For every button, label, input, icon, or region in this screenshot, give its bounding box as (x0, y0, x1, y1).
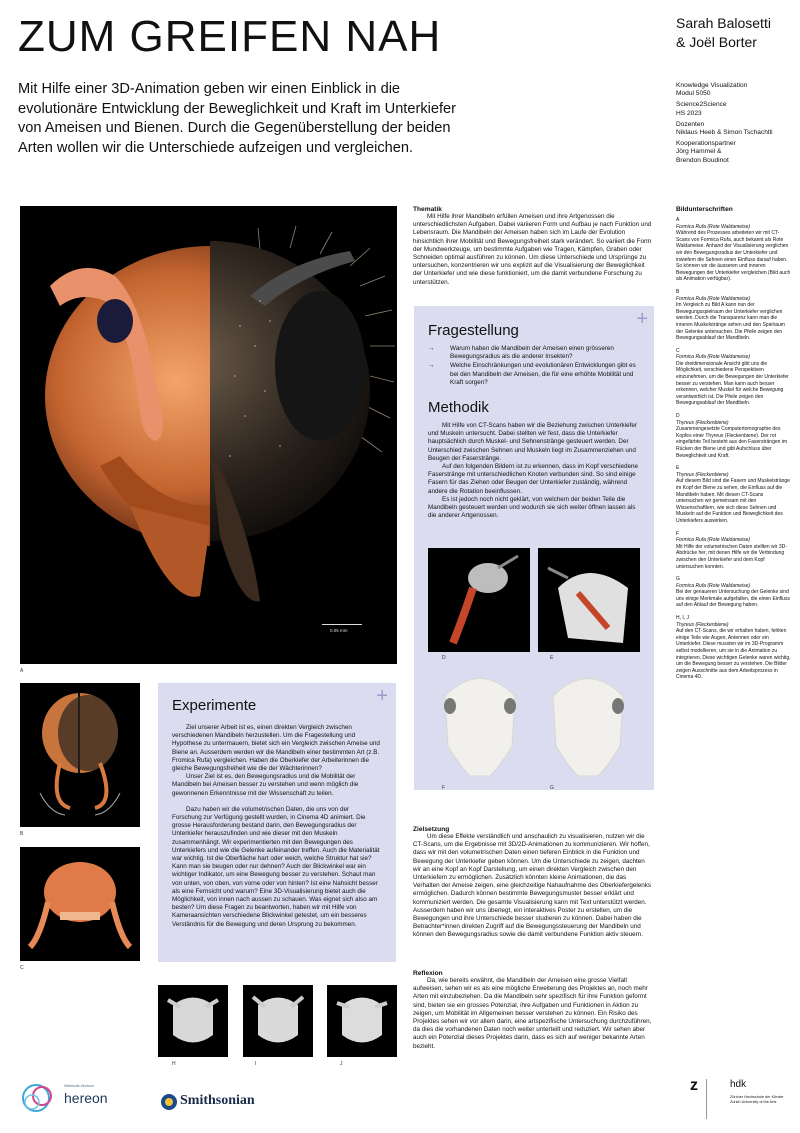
image-letter-d: D (442, 655, 446, 661)
image-b (20, 683, 140, 827)
reflexion-text: Da, wie bereits erwähnt, die Mandibeln der Ameisen eine grosse Vielfalt aufweisen, sehen wir es als eine mögliche Erweiterung des Projektes an, noch mehr Arten mit einzubeziehen. Da die Mandibeln sehr spezifisch für ihre Funktion geformt sind, bieten sie ein grosses Potenzial, ihre Aufgaben und Funktionen in Aktion zu zeigen, um Mobilität im Allgemeinen besser verstehen zu können. Ein Risiko des Projektes sehen wir vor allem darin, eine artspezifische Untersuchung durchzuführen, da dies die vorhandenen Daten noch weiter unterteilt und reduziert. Wir sehen aber auch ein Potenzial dieses Projektes darin, dass es sich auf weniger bekannte Arten bezieht. (413, 977, 652, 1050)
image-letter-e: E (550, 655, 554, 661)
hero-ant-bee-image (20, 206, 397, 664)
image-e (538, 548, 640, 652)
caption-species: Formica Rufa (Rote Waldameise) (676, 223, 751, 230)
caption-species: Formica Rufa (Rote Waldameise) (676, 582, 751, 589)
fragestellung-box (414, 306, 654, 790)
image-letter-b: B (20, 831, 24, 837)
caption-letter: B (676, 288, 680, 295)
bee-model-h-illustration (158, 985, 228, 1057)
caption-letter: D (676, 413, 680, 420)
caption-text: Während des Prozesses arbeiteten wir mit CT-Scans von Formica Rufa, auch bekannt als Rote Waldameise. Anhand der Visualisierung verglichen wir den Bewegungsradius der Unterkiefer und inwiefern die Sehnen einen Einfluss darauf haben. So können wir die äusseren und inneren Bewegungen der Unterkiefer vergleichen (Bild auch als Animation verfügbar). (676, 230, 791, 283)
caption-text: Auf den CT-Scans, die wir erhalten haben, fehlten einige Teile wie Augen, Antennen oder ein Unterkiefer. Diese mussten wir im 3D-Programm selbst modellieren, um sie in die Animation zu integrieren. Diese wichtigen Gelenke waren wichtig, um die Bewegung besser zu verstehen. Die Bilder zeigen Ausschnitte aus dem Arbeitsprozess in Cinema 4D. (676, 628, 791, 681)
caption-entry (676, 413, 791, 459)
caption-entry (676, 465, 791, 524)
ant-3d-print-g-illustration (538, 666, 638, 784)
meta-dozenten-label: Dozenten (676, 120, 705, 128)
thematik-text: Mit Hilfe ihrer Mandibeln erfüllen Ameisen und ihre Artgenossen die unterschiedlichsten Aufgaben. Dabei variieren Form und Aufbau je nach Funktion und Lebensraum. Die Mandibeln der Ameisen haben sich im Laufe der Evolution hinsichtlich ihrer Mobilität und Bewegungsfreiheit stark verändert. So variiert die Form der Mundwerkzeuge, um bestimmte Aufgaben wie Tragen, Kämpfen, Graben oder Schneiden optimal ausführen zu können. Um diese Unterschiede und Ursprünge zu untersuchen, konzentrieren wir uns explizit auf die Visualisierung der Beweglichkeit der Unterkiefer und wie diese funktioniert, um die damit verbundene Forschung zu unterstützen. (413, 213, 652, 286)
caption-species: Formica Rufa (Rote Waldameise) (676, 295, 751, 302)
experimente-p1: Ziel unserer Arbeit ist es, einen direkten Vergleich zwischen verschiedenen Mandibeln herzustellen. Um die Fragestellung und Hypothese zu untermauern, bietet sich ein Vergleich zwischen Ameise und Biene an. Ausserdem werden wir die Mandibeln einer bestimmten Art (z.B. Fromica Rufa) vergleichen. Haben die Oberkiefer der Arbeiterinnen die gleiche Bewegungsfreiheit wie die der Wächterinnen? (172, 724, 380, 773)
caption-text: Auf diesem Bild sind die Fasern und Muskelstränge im Kopf der Biene zu sehen, die Einfluss auf die Mandibeln haben. Mit diesen CT-Scans untersuchen wir gemeinsam mit den Wissenschaftlern, wie sich diese Sehnen und Muskeln auf die Funktion und Beweglichkeit des Unterkiefers auswirken. (676, 478, 790, 524)
caption-letter: H, I, J (676, 615, 690, 622)
meta-semester: HS 2023 (676, 109, 702, 117)
smithsonian-sun-icon (160, 1093, 178, 1111)
plus-icon: + (376, 685, 388, 707)
meta-partner-1: Jörg Hammel & (676, 148, 722, 156)
experimente-box (158, 683, 396, 962)
meta-dozenten: Niklaus Heeb & Simon Tschachtli (676, 129, 773, 137)
hereon-small-label: Helmholtz-Zentrum (64, 1084, 94, 1088)
bee-model-i-illustration (243, 985, 313, 1057)
image-d (428, 548, 530, 652)
zielsetzung-text: Um diese Effekte verständlich und anschaulich zu visualisieren, nutzen wir die CT-Scans, um die Ergebnisse mit 3D/2D-Animationen zu kommunizieren. Wir hoffen, dass wir mit den volumetrischen Daten einen tieferen Einblick in die Funktion und Bewegung der Unterkiefer geben können. Um die Unterschiede zu zeigen, dachten wir an eine Kopf an Kopf Darstellung, um einen direkten Vergleich zwischen den Unterkiefern zu ermöglichen. Zusätzlich könnten kleine Animationen, die das Verhalten der Ameise zeigen, eine gleichzeitige Nahaufnahme des Oberkiefergelenks ermöglichen. Dadurch können bestimmte Bewegungsmuster besser erklärt und kommuniziert werden. Die gesamte Visualisierung kann mit Text unterstützt werden. Ausserdem haben wir uns überlegt, ein interaktives Poster zu erstellen, um die Bewegungen und ihre Unterschiede besser studieren zu können. Dabei haben die Betrachter*innen direkten Zugriff auf die Bewegungssteuerung der Mandibeln und können den Bewegungsradius sowie die damit verbundene Funktion aktiv steuern. (413, 833, 652, 939)
methodik-p2: Auf den folgenden Bildern ist zu erkennen, dass im Kopf verschiedene Faserstränge mit unterschiedlichen Knoten verbunden sind. So sind einige Fasern für das Ziehen oder Beugen der Unterkiefer zuständig, während andere die Rotation beeinflussen. (428, 463, 639, 495)
caption-entry (676, 531, 791, 571)
image-letter-c: C (20, 965, 24, 971)
caption-letter: G (676, 576, 680, 583)
zhdk-logo (690, 1075, 800, 1125)
hereon-logo (20, 1080, 130, 1116)
methodik-p3: Es ist jedoch noch nicht geklärt, von welchem der beiden Teile die Mandibeln gesteuert werden und wodurch sie sich weiter öffnen lassen als die anderer Artgenossen. (428, 495, 636, 520)
bildunterschriften-heading: Bildunterschriften (676, 206, 733, 213)
caption-species: Thyreus (Fleckenbiene) (676, 471, 729, 478)
image-j (327, 985, 397, 1057)
methodik-p1: Mit Hilfe von CT-Scans haben wir die Beziehung zwischen Unterkiefer und Muskeln untersucht. Dabei stellten wir fest, dass die Unterkiefer hauptsächlich durch Muskel- und Sehnenstränge gesteuert werden. Der Unterschied zwischen Sehnen und Muskeln liegt im Zusammenziehen und Beugen der Faserstränge. (428, 422, 637, 462)
image-i (243, 985, 313, 1057)
zhdk-sub: Zürcher Hochschule der Künste Zurich University of the Arts (730, 1095, 784, 1104)
experimente-p3: Dazu haben wir die volumetrischen Daten, die uns von der Forschung zur Verfügung gestellt wurden, in Cinema 4D animiert. Die grosse Herausforderung bestand darin, den Bewegungsradius der Unterkiefer herauszufinden und wie dieser mit den Muskeln zusammenhängt. Wir experimentierten mit den Bewegungen des Unterkiefers und wie die Gelenke aufeinander treffen. Auch die Materialität war wichtig. Ist die Oberfläche hart oder weich, welche Struktur hat sie? Kann man sie beugen oder nur dehnen? Auch der Blickwinkel war ein wichtiger Indikator, um eine Bewegung besser zu verstehen. Schaut man von unten, von oben, von vorne oder von hinten? Ist eine Nahsicht besser als eine Fernsicht und warum? Eine 3D-Visualisierung bietet auch die Möglichkeit, von innen nach aussen zu schauen. Was eignet sich also am besten? Um diese Fragen zu beantworten, haben wir mit Hilfe von Kameraansichten verschiedene Blickwinkel getestet, um ein besseres Verständnis für die Bewegung und deren Ursprung zu bekommen. (172, 805, 380, 928)
bee-ct-scan-d-illustration (428, 548, 530, 652)
thematik-section (413, 206, 653, 287)
ant-transparent-illustration (20, 683, 140, 827)
author-1: Sarah Balosetti (676, 15, 771, 31)
caption-text: Mit Hilfe der volumetrischen Daten stellten wir 3D-Abdrücke her, mit denen Hilfe wir die Verbindung zwischen den Unterkiefer und dem Kopf untersuchen konnten. (676, 543, 787, 570)
meta-partner-2: Brendon Boudinot (676, 156, 729, 164)
hereon-label: hereon (64, 1090, 108, 1106)
methodik-heading: Methodik (428, 399, 489, 417)
reflexion-heading: Reflexion (413, 970, 443, 977)
fragestellung-item: → Warum haben die Mandibeln der Ameisen einen grösseren Bewegungsradius als die anderer Insekten? (428, 345, 640, 361)
caption-species: Formica Rufa (Rote Waldameise) (676, 537, 751, 544)
author-2: & Joël Borter (676, 34, 757, 50)
image-c (20, 847, 140, 961)
caption-letter: F (676, 530, 680, 537)
ant-3d-print-f-illustration (430, 666, 530, 784)
meta-course: Knowledge Visualization (676, 82, 748, 89)
experimente-heading: Experimente (172, 697, 257, 714)
smithsonian-label: Smithsonian (180, 1093, 255, 1108)
fragestellung-heading: Fragestellung (428, 322, 519, 339)
plus-icon: + (636, 308, 648, 330)
image-letter-j: J (340, 1061, 343, 1067)
reflexion-section (413, 970, 653, 1051)
thematik-heading: Thematik (413, 206, 442, 213)
scale-bar-label: 0.05 mm (330, 628, 348, 633)
caption-text: Die dreidimensionale Ansicht gibt uns die Möglichkeit, verschiedene Perspektiven einzunehmen, um die Bewegungen der Unterkiefer besser zu verstehen. Man kann auch besser erkennen, welcher Muskel für welche Bewegung verantwortlich ist. Die Pfeile zeigen den Bewegungsablauf der Mandibeln. (676, 360, 789, 407)
caption-species: Thyreus (Fleckenbiene) (676, 621, 729, 628)
authors (676, 14, 771, 52)
bildunterschriften-section (676, 206, 791, 687)
zielsetzung-section (413, 826, 653, 940)
zielsetzung-heading: Zielsetzung (413, 826, 450, 833)
bee-model-j-illustration (327, 985, 397, 1057)
meta-program: Science2Science (676, 101, 727, 109)
image-letter-a: A (20, 668, 24, 674)
caption-text: Zusammengesetzte Computertomographie des Kopfes einer Thyreus (Fleckenbiene). Der rot eingefärbte Teil besteht aus den Fasersträngen im Rücken der Biene und gibt Aufschluss über Beweglichkeit und Kraft. (676, 426, 788, 459)
image-h (158, 985, 228, 1057)
smithsonian-logo (160, 1085, 270, 1119)
zhdk-divider (706, 1079, 707, 1119)
caption-entry (676, 576, 791, 609)
image-letter-g: G (550, 785, 554, 791)
caption-entry (676, 289, 791, 342)
caption-species: Formica Rufa (Rote Waldameise) (676, 354, 751, 361)
page-title: ZUM GREIFEN NAH (18, 12, 442, 61)
image-g (538, 666, 638, 784)
ant-front-illustration (20, 847, 140, 961)
image-letter-i: I (255, 1061, 257, 1067)
image-letter-h: H (172, 1061, 176, 1067)
caption-entry (676, 348, 791, 407)
meta-partner-label: Kooperationspartner (676, 140, 736, 148)
bee-ct-scan-e-illustration (538, 548, 640, 652)
caption-letter: A (676, 217, 680, 223)
zhdk-mark: z (690, 1077, 698, 1094)
caption-species: Thyreus (Fleckenbiene) (676, 419, 729, 426)
caption-letter: C (676, 347, 680, 354)
zhdk-label: hdk (730, 1079, 747, 1090)
meta-module: Modul 5050 (676, 90, 711, 98)
image-letter-f: F (442, 785, 446, 791)
experimente-p2: Unser Ziel ist es, den Bewegungsradius und die Mobilität der Mandibeln bei Ameisen besser zu verstehen und wenn möglich die gewonnenen Erkenntnisse mit der Wissenschaft zu teilen. (172, 773, 359, 797)
scale-bar (322, 624, 362, 625)
fragestellung-list (428, 345, 640, 387)
intro-text: Mit Hilfe einer 3D-Animation geben wir einen Einblick in die evolutionäre Entwicklung der Beweglichkeit und Kraft im Unterkiefer von Ameisen und Bienen. Durch die Gegenüberstellung der beiden Arten wollen wir die Unterschiede aufzeigen und vergleichen. (18, 81, 457, 156)
fragestellung-item: → Welche Einschränkungen und evolutionären Entwicklungen gibt es bei den Mandibeln der Ameisen, die für eine erhöhte Mobilität und Kraft sorgen? (428, 362, 640, 387)
caption-entry (676, 217, 791, 283)
meta-info (676, 82, 791, 168)
ant-bee-head-illustration (20, 206, 397, 664)
image-f (430, 666, 530, 784)
caption-letter: E (676, 465, 680, 472)
caption-text: Bei der genaueren Untersuchung der Gelenke sind uns einige Merkmale aufgefallen, die einen Einfluss auf den Ablauf der Bewegung haben. (676, 589, 790, 609)
caption-text: Im Vergleich zu Bild A kann nun der Bewegungsspielraum der Unterkiefer verglichen werden. Durch die Transparenz kann man die inneren Muskelstränge sehen und den Spielraum der Gelenke untersuchen. Die Pfeile zeigen den Bewegungsablauf der Mandibeln. (676, 302, 785, 342)
caption-entry (676, 615, 791, 681)
